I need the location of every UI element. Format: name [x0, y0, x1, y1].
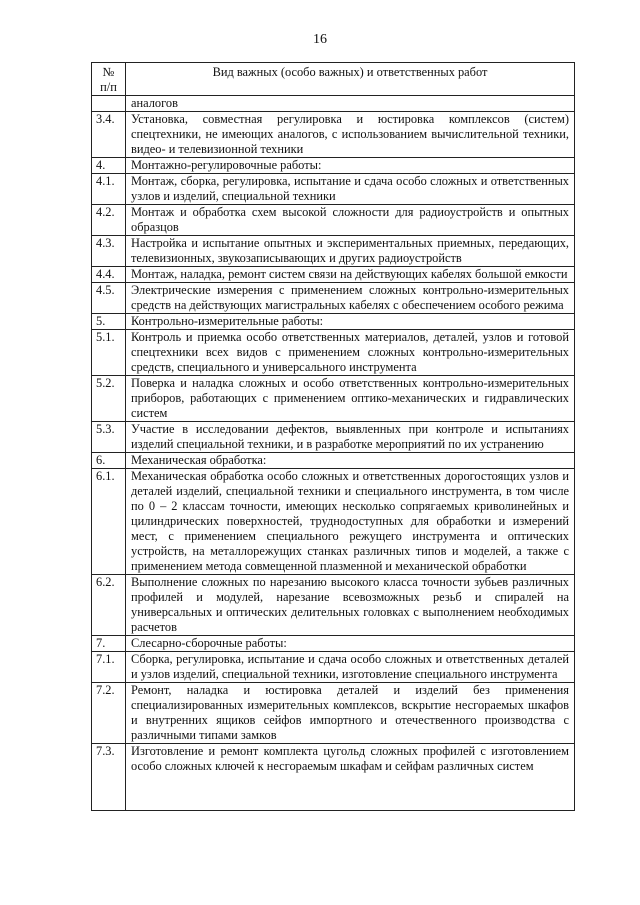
row-number: 4.2. — [92, 205, 126, 236]
row-number: 4.3. — [92, 236, 126, 267]
row-text: Монтаж и обработка схем высокой сложности для радиоустройств и опытных образцов — [126, 205, 575, 236]
row-number: 5.1. — [92, 330, 126, 376]
table-row — [92, 376, 575, 422]
row-number: 6.2. — [92, 575, 126, 636]
row-number: 7.2. — [92, 683, 126, 744]
page-number: 16 — [313, 32, 327, 47]
table-row — [92, 283, 575, 314]
table-row — [92, 683, 575, 744]
row-number: 6. — [92, 453, 126, 469]
table-row — [92, 112, 575, 158]
works-table — [91, 62, 575, 811]
table-header-row — [92, 63, 575, 96]
row-text: Монтажно-регулировочные работы: — [126, 158, 575, 174]
row-number: 4.4. — [92, 267, 126, 283]
row-text: Настройка и испытание опытных и экспериментальных приемных, передающих, телевизионных, звукозаписывающих и других радиоустройств — [126, 236, 575, 267]
row-text: аналогов — [126, 96, 575, 112]
header-number: № п/п — [92, 63, 126, 96]
section-row — [92, 158, 575, 174]
row-text: Слесарно-сборочные работы: — [126, 636, 575, 652]
row-number: 7. — [92, 636, 126, 652]
row-text: Изготовление и ремонт комплекта цугольд сложных профилей с изготовлением особо сложных ключей к несгораемым шкафам и сейфам различных систем — [126, 744, 575, 811]
row-text: Контроль и приемка особо ответственных материалов, деталей, узлов и готовой спецтехники всех видов с применением сложных контрольно-измерительных средств, специального и универсального инструмента — [126, 330, 575, 376]
row-text: Контрольно-измерительные работы: — [126, 314, 575, 330]
table-row — [92, 422, 575, 453]
row-number: 3.4. — [92, 112, 126, 158]
row-text: Выполнение сложных по нарезанию высокого класса точности зубьев различных профилей и модулей, нарезание всевозможных резьб и спиралей на универсальных и оптических делительных головках с выполнением необходимых расчетов — [126, 575, 575, 636]
row-number: 5.2. — [92, 376, 126, 422]
table-row — [92, 236, 575, 267]
table-row — [92, 744, 575, 811]
row-text: Монтаж, сборка, регулировка, испытание и сдача особо сложных и ответственных узлов и изделий, специальной техники — [126, 174, 575, 205]
table-row — [92, 174, 575, 205]
table-row — [92, 469, 575, 575]
table-row — [92, 575, 575, 636]
row-text: Поверка и наладка сложных и особо ответственных контрольно-измерительных приборов, работающих с применением оптико-механических и гидравлических систем — [126, 376, 575, 422]
continuation-row — [92, 96, 575, 112]
row-text: Электрические измерения с применением сложных контрольно-измерительных средств на действующих магистральных кабелях с обеспечением особого режима — [126, 283, 575, 314]
row-number: 5. — [92, 314, 126, 330]
section-row — [92, 314, 575, 330]
row-number: 5.3. — [92, 422, 126, 453]
row-text: Механическая обработка: — [126, 453, 575, 469]
row-text: Установка, совместная регулировка и юстировка комплексов (систем) спецтехники, не имеющих аналогов, с использованием вычислительной техники, видео- и телевизионной техники — [126, 112, 575, 158]
row-number — [92, 96, 126, 112]
row-text: Ремонт, наладка и юстировка деталей и изделий без применения специализированных измерительных комплексов, вскрытие несгораемых шкафов и внутренних ящиков сейфов импортного и отечественного производства с различными типами замков — [126, 683, 575, 744]
row-number: 7.1. — [92, 652, 126, 683]
table-row — [92, 652, 575, 683]
row-text: Монтаж, наладка, ремонт систем связи на действующих кабелях большой емкости — [126, 267, 575, 283]
row-number: 6.1. — [92, 469, 126, 575]
table-row — [92, 267, 575, 283]
row-text: Механическая обработка особо сложных и ответственных дорогостоящих узлов и деталей изделий, специальной техники и специального инструмента, в том числе по 0 – 2 классам точности, имеющих несколько сопрягаемых криволинейных и цилиндрических поверхностей, труднодоступных для обработки и измерений мест, с применением специального режущего инструмента и оптических устройств, на металлорежущих станках различных типов и моделей, а также с применением метода совмещенной плазменной и механической обработки — [126, 469, 575, 575]
row-number: 4.5. — [92, 283, 126, 314]
row-text: Участие в исследовании дефектов, выявленных при контроле и испытаниях изделий специальной техники, и в разработке мероприятий по их устранению — [126, 422, 575, 453]
header-work-type: Вид важных (особо важных) и ответственных работ — [126, 63, 575, 96]
row-number: 7.3. — [92, 744, 126, 811]
row-number: 4. — [92, 158, 126, 174]
table-row — [92, 205, 575, 236]
section-row — [92, 453, 575, 469]
section-row — [92, 636, 575, 652]
row-number: 4.1. — [92, 174, 126, 205]
row-text: Сборка, регулировка, испытание и сдача особо сложных и ответственных деталей и узлов изделий, специальной техники, изготовление специального инструмента — [126, 652, 575, 683]
table-row — [92, 330, 575, 376]
